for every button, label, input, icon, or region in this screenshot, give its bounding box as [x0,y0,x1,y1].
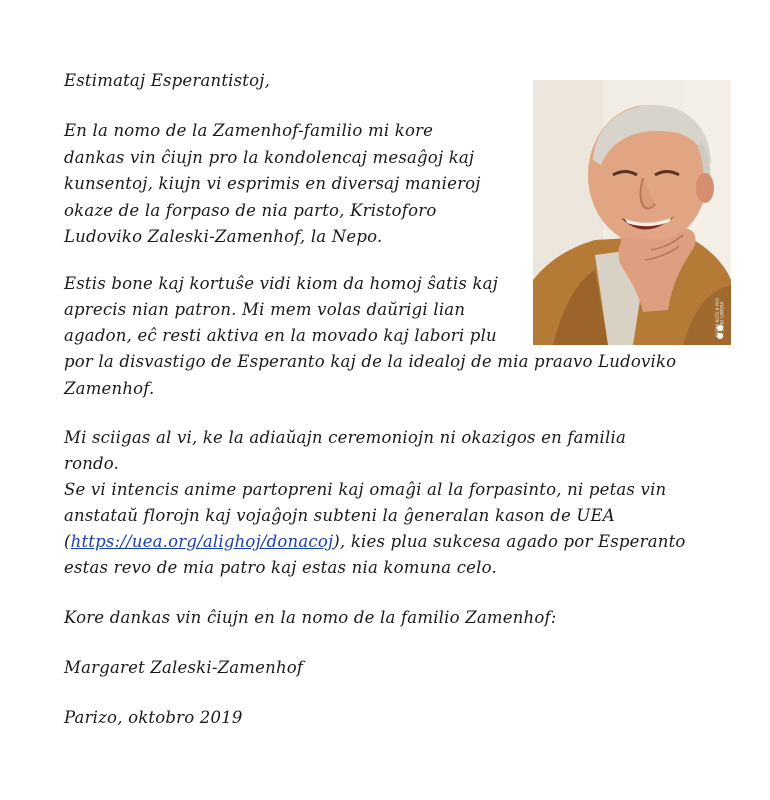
portrait-illustration [533,80,731,345]
paragraph3-line2: rondo. [64,454,120,473]
paragraph2-line3: agadon, eĉ resti aktiva en la movado kaj labori plu [64,326,497,345]
paragraph3-line1: Mi sciigas al vi, ke la adiaŭajn ceremoniojn ni okazigos en familia [64,428,627,447]
paragraph1-line5: Ludoviko Zaleski-Zamenhof, la Nepo. [64,227,383,246]
paragraph2-line2: aprecis nian patron. Mi mem volas daŭrigi lian [64,300,466,319]
paragraph2-line4: por la disvastigo de Esperanto kaj de la idealoj de mia praavo Ludoviko [64,352,677,371]
place-date: Parizo, oktobro 2019 [64,708,243,727]
paragraph2-line5: Zamenhof. [64,379,155,398]
camera-watermark: REDMI NOTE 8 PRO AI QUAD CAMERA [715,298,725,337]
link-trailing-text: ), kies plua sukcesa agado por Esperanto [333,532,686,551]
paragraph3-line5 [64,534,686,551]
signature: Margaret Zaleski-Zamenhof [64,658,304,677]
portrait-photo [533,80,731,345]
paragraph1-line1: En la nomo de la Zamenhof-familio mi kore [64,121,434,140]
paragraph2-line1: Estis bone kaj kortuŝe vidi kiom da homoj ŝatis kaj [64,274,499,293]
paragraph1-line2: dankas vin ĉiujn pro la kondolencaj mesaĝoj kaj [64,148,475,167]
paragraph3-line4: anstataŭ florojn kaj vojaĝojn subteni la ĝeneralan kason de UEA [64,506,615,525]
paragraph3-line3: Se vi intencis anime partopreni kaj omaĝi al la forpasinto, ni petas vin [64,480,667,499]
uea-donation-link[interactable]: https://uea.org/alighoj/donacoj [70,532,334,551]
paragraph1-line4: okaze de la forpaso de nia parto, Kristoforo [64,201,437,220]
greeting: Estimataj Esperantistoj, [64,71,271,90]
paragraph3-line6: estas revo de mia patro kaj estas nia komuna celo. [64,558,497,577]
link-paren-open: ( [64,532,71,551]
paragraph1-line3: kunsentoj, kiujn vi esprimis en diversaj manieroj [64,174,481,193]
closing-line: Kore dankas vin ĉiujn en la nomo de la familio Zamenhof: [64,608,557,627]
